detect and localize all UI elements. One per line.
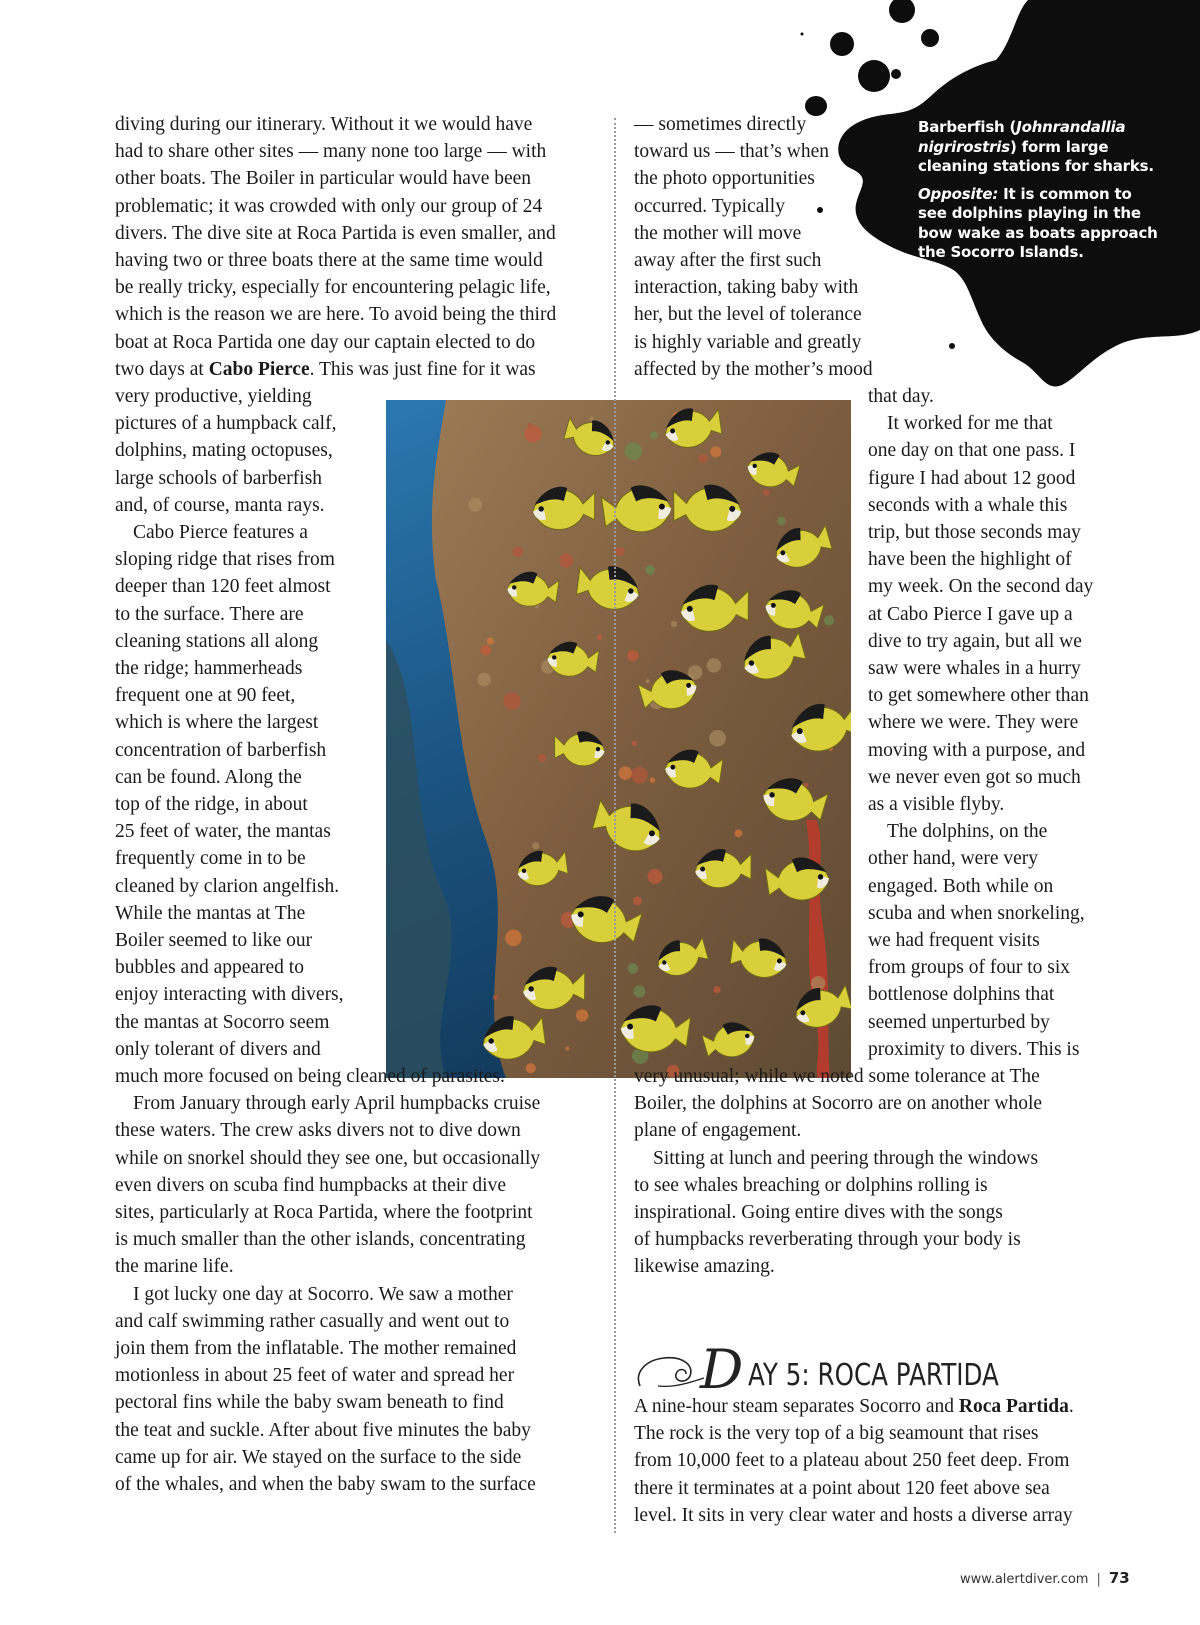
reef-texture bbox=[625, 442, 643, 460]
reef-texture bbox=[615, 547, 624, 556]
text-line: can be found. Along the bbox=[115, 766, 302, 788]
reef-texture bbox=[493, 995, 498, 1000]
text-line: these waters. The crew asks divers not to dive down bbox=[115, 1120, 521, 1142]
text-line: interaction, taking baby with bbox=[634, 277, 859, 299]
text-line: from groups of four to six bbox=[868, 957, 1071, 979]
text-line: had to share other sites — many none too large — with bbox=[115, 141, 547, 163]
text-line: from 10,000 feet to a plateau about 250 feet deep. From bbox=[634, 1450, 1070, 1472]
text-line: is highly variable and greatly bbox=[634, 331, 862, 353]
text-line: very unusual; while we noted some tolerance at The bbox=[634, 1066, 1040, 1087]
text-line: Boiler, the dolphins at Socorro are on another whole bbox=[634, 1093, 1043, 1115]
text-line: came up for air. We stayed on the surface to the side bbox=[115, 1446, 522, 1468]
reef-texture bbox=[631, 767, 648, 784]
text-line: Boiler seemed to like our bbox=[115, 930, 313, 951]
reef-texture bbox=[698, 454, 708, 464]
reef-texture bbox=[538, 754, 546, 762]
text-line: the marine life. bbox=[115, 1256, 234, 1278]
text-line: enjoy interacting with divers, bbox=[115, 984, 344, 1006]
reef-texture bbox=[513, 547, 523, 557]
reef-texture bbox=[559, 553, 573, 567]
reef-texture bbox=[777, 517, 786, 526]
text-line: It worked for me that bbox=[887, 413, 1053, 435]
text-line: trip, but those seconds may bbox=[868, 522, 1081, 543]
text-line: we had frequent visits bbox=[868, 930, 1040, 951]
reef-texture bbox=[597, 635, 602, 640]
text-line: away after the first such bbox=[634, 250, 822, 271]
text-line: of humpbacks reverberating through your body is bbox=[634, 1229, 1021, 1251]
section-heading-text: AY 5: ROCA PARTIDA bbox=[748, 1358, 999, 1393]
text-line: much more focused on being cleaned of parasites. bbox=[115, 1066, 505, 1087]
text-line: while on snorkel should they see one, but occasionally bbox=[115, 1147, 541, 1169]
text-line: boat at Roca Partida one day our captain elected to do bbox=[115, 331, 536, 353]
text-line: motionless in about 25 feet of water and spread her bbox=[115, 1365, 515, 1387]
reef-texture bbox=[650, 777, 656, 783]
text-line: her, but the level of tolerance bbox=[634, 304, 862, 326]
text-line: which is where the largest bbox=[115, 712, 319, 734]
text-line: While the mantas at The bbox=[115, 902, 306, 924]
reef-texture bbox=[524, 425, 541, 442]
reef-texture bbox=[480, 645, 491, 656]
text-line: other boats. The Boiler in particular would have been bbox=[115, 168, 532, 190]
text-line: the photo opportunities bbox=[634, 168, 815, 190]
text-line: diving during our itinerary. Without it we would have bbox=[115, 114, 533, 135]
reef-texture bbox=[487, 638, 494, 645]
text-line: and calf swimming rather casually and went out to bbox=[115, 1310, 510, 1332]
text-line: as a visible flyby. bbox=[868, 794, 1005, 815]
text-line: deeper than 120 feet almost bbox=[115, 576, 331, 598]
text-line: engaged. Both while on bbox=[868, 875, 1054, 897]
text-line: which is the reason we are here. To avoid being the third bbox=[115, 304, 557, 326]
text-line: to see whales breaching or dolphins rolling is bbox=[634, 1174, 988, 1196]
text-line: sloping ridge that rises from bbox=[115, 549, 335, 571]
bold-site-name: Cabo Pierce bbox=[208, 358, 310, 380]
text-line: one day on that one pass. I bbox=[868, 440, 1076, 462]
reef-texture bbox=[646, 679, 650, 683]
text-line: plane of engagement. bbox=[634, 1120, 802, 1142]
text-line: top of the ridge, in about bbox=[115, 794, 308, 815]
footer-website: www.alertdiver.com bbox=[960, 1572, 1089, 1587]
reef-texture bbox=[709, 730, 726, 747]
reef-texture bbox=[671, 621, 677, 627]
text-line: the ridge; hammerheads bbox=[115, 658, 303, 679]
text-line: problematic; it was crowded with only our group of 24 bbox=[115, 195, 543, 217]
bold-site-name: Roca Partida bbox=[958, 1396, 1069, 1417]
reef-texture bbox=[627, 650, 639, 662]
text-line: affected by the mother’s mood bbox=[634, 358, 873, 380]
text-line: proximity to divers. This is bbox=[868, 1038, 1080, 1060]
barberfish-school-photo bbox=[386, 400, 851, 1078]
text-line: the teat and suckle. After about five minutes the baby bbox=[115, 1419, 531, 1441]
text-line: join them from the inflatable. The mother remained bbox=[115, 1338, 517, 1359]
reef-texture bbox=[735, 830, 743, 838]
text-line: bottlenose dolphins that bbox=[868, 984, 1055, 1006]
text-line: Sitting at lunch and peering through the windows bbox=[653, 1147, 1039, 1169]
reef-texture bbox=[576, 1009, 588, 1021]
reef-texture bbox=[628, 963, 638, 973]
text-line: frequent one at 90 feet, bbox=[115, 685, 296, 707]
reef-texture bbox=[710, 446, 721, 457]
text-line: bubbles and appeared to bbox=[115, 957, 304, 979]
text-line: at Cabo Pierce I gave up a bbox=[868, 603, 1073, 625]
text-line: even divers on scuba find humpbacks at their dive bbox=[115, 1174, 506, 1196]
text-line: be really tricky, especially for encountering pelagic life, bbox=[115, 277, 551, 299]
text-line: The rock is the very top of a big seamount that rises bbox=[634, 1423, 1039, 1445]
text-line: pectoral fins while the baby swam beneath to find bbox=[115, 1392, 504, 1414]
text-line: saw were whales in a hurry bbox=[868, 658, 1081, 679]
text-line: we never even got so much bbox=[868, 766, 1081, 788]
text-line: scuba and when snorkeling, bbox=[868, 902, 1085, 924]
text-line: dive to try again, but all we bbox=[868, 630, 1082, 652]
text-line: cleaned by clarion angelfish. bbox=[115, 875, 340, 897]
reef-texture bbox=[648, 869, 663, 884]
reef-texture bbox=[477, 673, 491, 687]
text-line: to the surface. There are bbox=[115, 603, 304, 625]
text-line: where we were. They were bbox=[868, 712, 1079, 734]
reef-texture bbox=[619, 766, 632, 779]
drop-letter: D bbox=[700, 1338, 744, 1398]
reef-texture bbox=[468, 498, 482, 512]
text-line: A nine-hour steam separates Socorro and Roca Partida. bbox=[634, 1396, 1074, 1417]
page-number: 73 bbox=[1108, 1569, 1130, 1587]
text-line: likewise amazing. bbox=[634, 1256, 775, 1278]
text-line: Cabo Pierce features a bbox=[133, 522, 308, 543]
text-line: figure I had about 12 good bbox=[868, 467, 1076, 489]
reef-texture bbox=[650, 431, 658, 439]
reef-texture bbox=[763, 489, 769, 495]
text-line: I got lucky one day at Socorro. We saw a mother bbox=[133, 1283, 513, 1305]
text-line: there it terminates at a point about 120 feet above sea bbox=[634, 1477, 1050, 1499]
reef-texture bbox=[532, 842, 539, 849]
reef-texture bbox=[707, 658, 722, 673]
text-line: large schools of barberfish bbox=[115, 467, 323, 489]
text-line: having two or three boats there at the same time would bbox=[115, 250, 543, 271]
text-line: cleaning stations all along bbox=[115, 630, 319, 652]
reef-texture bbox=[565, 1047, 569, 1051]
reef-texture bbox=[633, 985, 645, 997]
text-line: frequently come in to be bbox=[115, 848, 306, 870]
text-line: very productive, yielding bbox=[115, 386, 312, 407]
text-line: moving with a purpose, and bbox=[868, 739, 1086, 761]
footer-separator: | bbox=[1096, 1572, 1101, 1587]
text-line: level. It sits in very clear water and hosts a diverse array bbox=[634, 1504, 1073, 1526]
text-line: have been the highlight of bbox=[868, 549, 1072, 571]
text-line: sites, particularly at Roca Partida, where the footprint bbox=[115, 1202, 533, 1223]
text-line: 25 feet of water, the mantas bbox=[115, 821, 331, 843]
text-line: the mother will move bbox=[634, 222, 802, 244]
text-line: dolphins, mating octopuses, bbox=[115, 440, 333, 462]
reef-texture bbox=[633, 897, 642, 906]
reef-texture bbox=[713, 986, 720, 993]
text-line: occurred. Typically bbox=[634, 195, 785, 217]
text-line: divers. The dive site at Roca Partida is even smaller, and bbox=[115, 222, 556, 244]
reef-texture bbox=[505, 930, 522, 947]
text-line: and, of course, manta rays. bbox=[115, 494, 325, 516]
text-line: only tolerant of divers and bbox=[115, 1038, 321, 1060]
text-line: From January through early April humpbacks cruise bbox=[133, 1093, 541, 1115]
reef-texture bbox=[632, 741, 637, 746]
reef-texture bbox=[503, 693, 520, 710]
page-footer bbox=[960, 1568, 1130, 1590]
text-line: two days at Cabo Pierce. This was just fine for it was bbox=[115, 358, 536, 380]
text-line: is much smaller than the other islands, concentrating bbox=[115, 1229, 526, 1251]
reef-texture bbox=[526, 1063, 536, 1073]
text-line: other hand, were very bbox=[868, 848, 1039, 870]
text-line: my week. On the second day bbox=[868, 576, 1094, 598]
reef-texture bbox=[645, 565, 655, 575]
text-line: the mantas at Socorro seem bbox=[115, 1011, 330, 1033]
column-divider bbox=[614, 118, 616, 1533]
text-line: — sometimes directly bbox=[634, 114, 807, 135]
text-line: toward us — that’s when bbox=[634, 141, 829, 163]
text-line: inspirational. Going entire dives with the songs bbox=[634, 1202, 1003, 1223]
text-line: The dolphins, on the bbox=[887, 821, 1048, 843]
text-line: to get somewhere other than bbox=[868, 685, 1089, 707]
reef-texture bbox=[528, 423, 533, 428]
text-line: seconds with a whale this bbox=[868, 494, 1068, 516]
photo-caption: Barberfish (Johnrandallia nigrirostris) form large cleaning stations for sharks. Opposite: It is common to see dolphins playing in the bow wake as boats approach the Socorro Islands. bbox=[918, 118, 1158, 261]
text-line: seemed unperturbed by bbox=[868, 1011, 1050, 1033]
text-line: concentration of barberfish bbox=[115, 739, 327, 761]
reef-texture bbox=[824, 615, 834, 625]
ornamental-drop-cap bbox=[634, 1338, 754, 1398]
text-line: that day. bbox=[868, 386, 934, 407]
text-line: pictures of a humpback calf, bbox=[115, 413, 337, 435]
opposite-label: Opposite: bbox=[918, 184, 999, 203]
species-latin-name: Johnrandallia nigrirostris bbox=[918, 118, 1126, 156]
text-line: of the whales, and when the baby swam to the surface bbox=[115, 1474, 536, 1495]
